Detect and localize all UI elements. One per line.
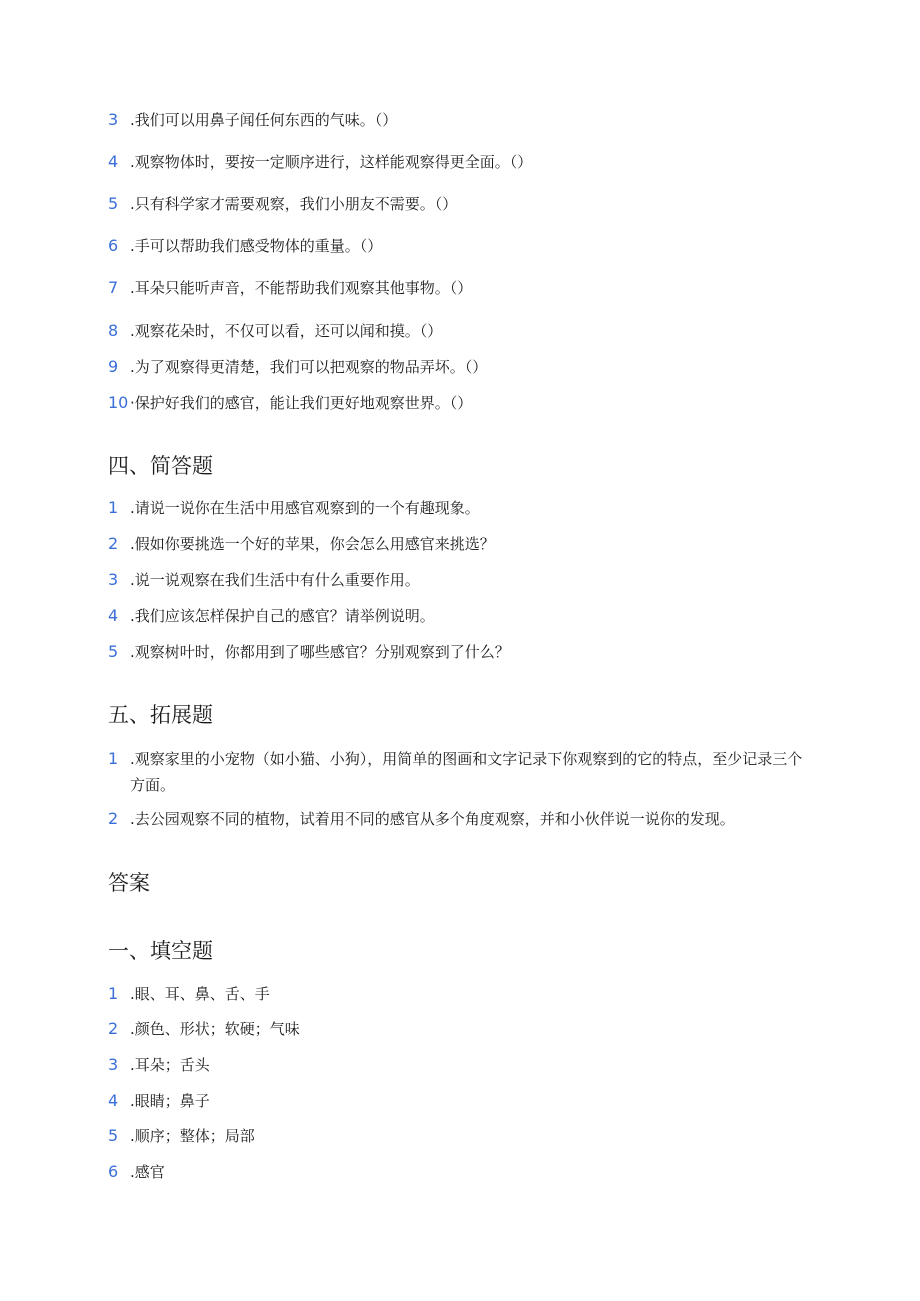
judge-item-7 (108, 277, 808, 299)
item-text: .感官 (130, 1163, 165, 1181)
item-text: ·保护好我们的感官，能让我们更好地观察世界。（） (130, 394, 473, 412)
item-number: 2 (108, 809, 119, 828)
short-answer-item-3 (108, 569, 808, 591)
item-number: 6 (108, 236, 119, 255)
item-text: .为了观察得更清楚，我们可以把观察的物品弄坏。（） (130, 358, 488, 376)
item-number: 2 (108, 534, 119, 553)
judge-item-8 (108, 320, 808, 342)
section-4-heading: 四、简答题 (108, 454, 213, 478)
item-number: 1 (108, 498, 119, 517)
answer-item-1 (108, 983, 808, 1005)
short-answer-item-2 (108, 533, 808, 555)
judge-item-5 (108, 193, 808, 215)
item-number: 2 (108, 1019, 119, 1038)
item-text: .眼、耳、鼻、舌、手 (130, 985, 270, 1003)
item-text: .去公园观察不同的植物，试着用不同的感官从多个角度观察，并和小伙伴说一说你的发现。 (130, 810, 735, 828)
item-text: .观察物体时，要按一定顺序进行，这样能观察得更全面。（） (130, 153, 533, 171)
item-text: .只有科学家才需要观察，我们小朋友不需要。（） (130, 195, 458, 213)
item-text: .说一说观察在我们生活中有什么重要作用。 (130, 571, 420, 589)
section-5-heading: 五、拓展题 (108, 703, 213, 727)
item-text: .顺序；整体；局部 (130, 1127, 255, 1145)
judge-item-9 (108, 356, 808, 378)
short-answer-item-1 (108, 497, 808, 519)
answers-heading: 答案 (108, 871, 150, 895)
item-number: 5 (108, 642, 119, 661)
item-text: .请说一说你在生活中用感官观察到的一个有趣现象。 (130, 499, 480, 517)
item-text: .手可以帮助我们感受物体的重量。（） (130, 237, 383, 255)
item-text: .观察树叶时，你都用到了哪些感官？分别观察到了什么？ (130, 643, 510, 661)
item-number: 5 (108, 1126, 119, 1145)
answer-item-6 (108, 1161, 808, 1183)
item-number: 3 (108, 1055, 119, 1074)
short-answer-item-5 (108, 641, 808, 663)
judge-item-4 (108, 151, 808, 173)
answer-item-2 (108, 1018, 808, 1040)
judge-item-10 (108, 392, 808, 414)
extension-item-1 (108, 746, 808, 798)
answer-item-3 (108, 1054, 808, 1076)
item-number: 3 (108, 570, 119, 589)
item-number: 4 (108, 606, 119, 625)
item-number: 1 (108, 984, 119, 1003)
item-number: 8 (108, 321, 119, 340)
item-number: 4 (108, 152, 119, 171)
judge-item-3 (108, 109, 808, 131)
item-text: .假如你要挑选一个好的苹果，你会怎么用感官来挑选？ (130, 535, 495, 553)
extension-item-2 (108, 808, 808, 830)
answers-section-1-heading: 一、填空题 (108, 939, 213, 963)
answer-item-5 (108, 1125, 808, 1147)
item-text: .我们应该怎样保护自己的感官？请举例说明。 (130, 607, 435, 625)
item-number: 10 (108, 393, 129, 412)
item-text: .耳朵；舌头 (130, 1056, 210, 1074)
judge-item-6 (108, 235, 808, 257)
item-text: .眼睛；鼻子 (130, 1092, 210, 1110)
item-text: .耳朵只能听声音，不能帮助我们观察其他事物。（） (130, 279, 473, 297)
item-text: .颜色、形状；软硬；气味 (130, 1020, 300, 1038)
item-number: 5 (108, 194, 119, 213)
item-number: 3 (108, 110, 119, 129)
item-number: 4 (108, 1091, 119, 1110)
item-number: 9 (108, 357, 119, 376)
item-text: .观察花朵时，不仅可以看，还可以闻和摸。（） (130, 322, 443, 340)
short-answer-item-4 (108, 605, 808, 627)
item-text: .观察家里的小宠物（如小猫、小狗），用简单的图画和文字记录下你观察到的它的特点，至少记录三个方面。 (130, 750, 803, 794)
item-number: 1 (108, 749, 119, 768)
item-number: 7 (108, 278, 119, 297)
item-number: 6 (108, 1162, 119, 1181)
item-text: .我们可以用鼻子闻任何东西的气味。（） (130, 111, 398, 129)
answer-item-4 (108, 1090, 808, 1112)
